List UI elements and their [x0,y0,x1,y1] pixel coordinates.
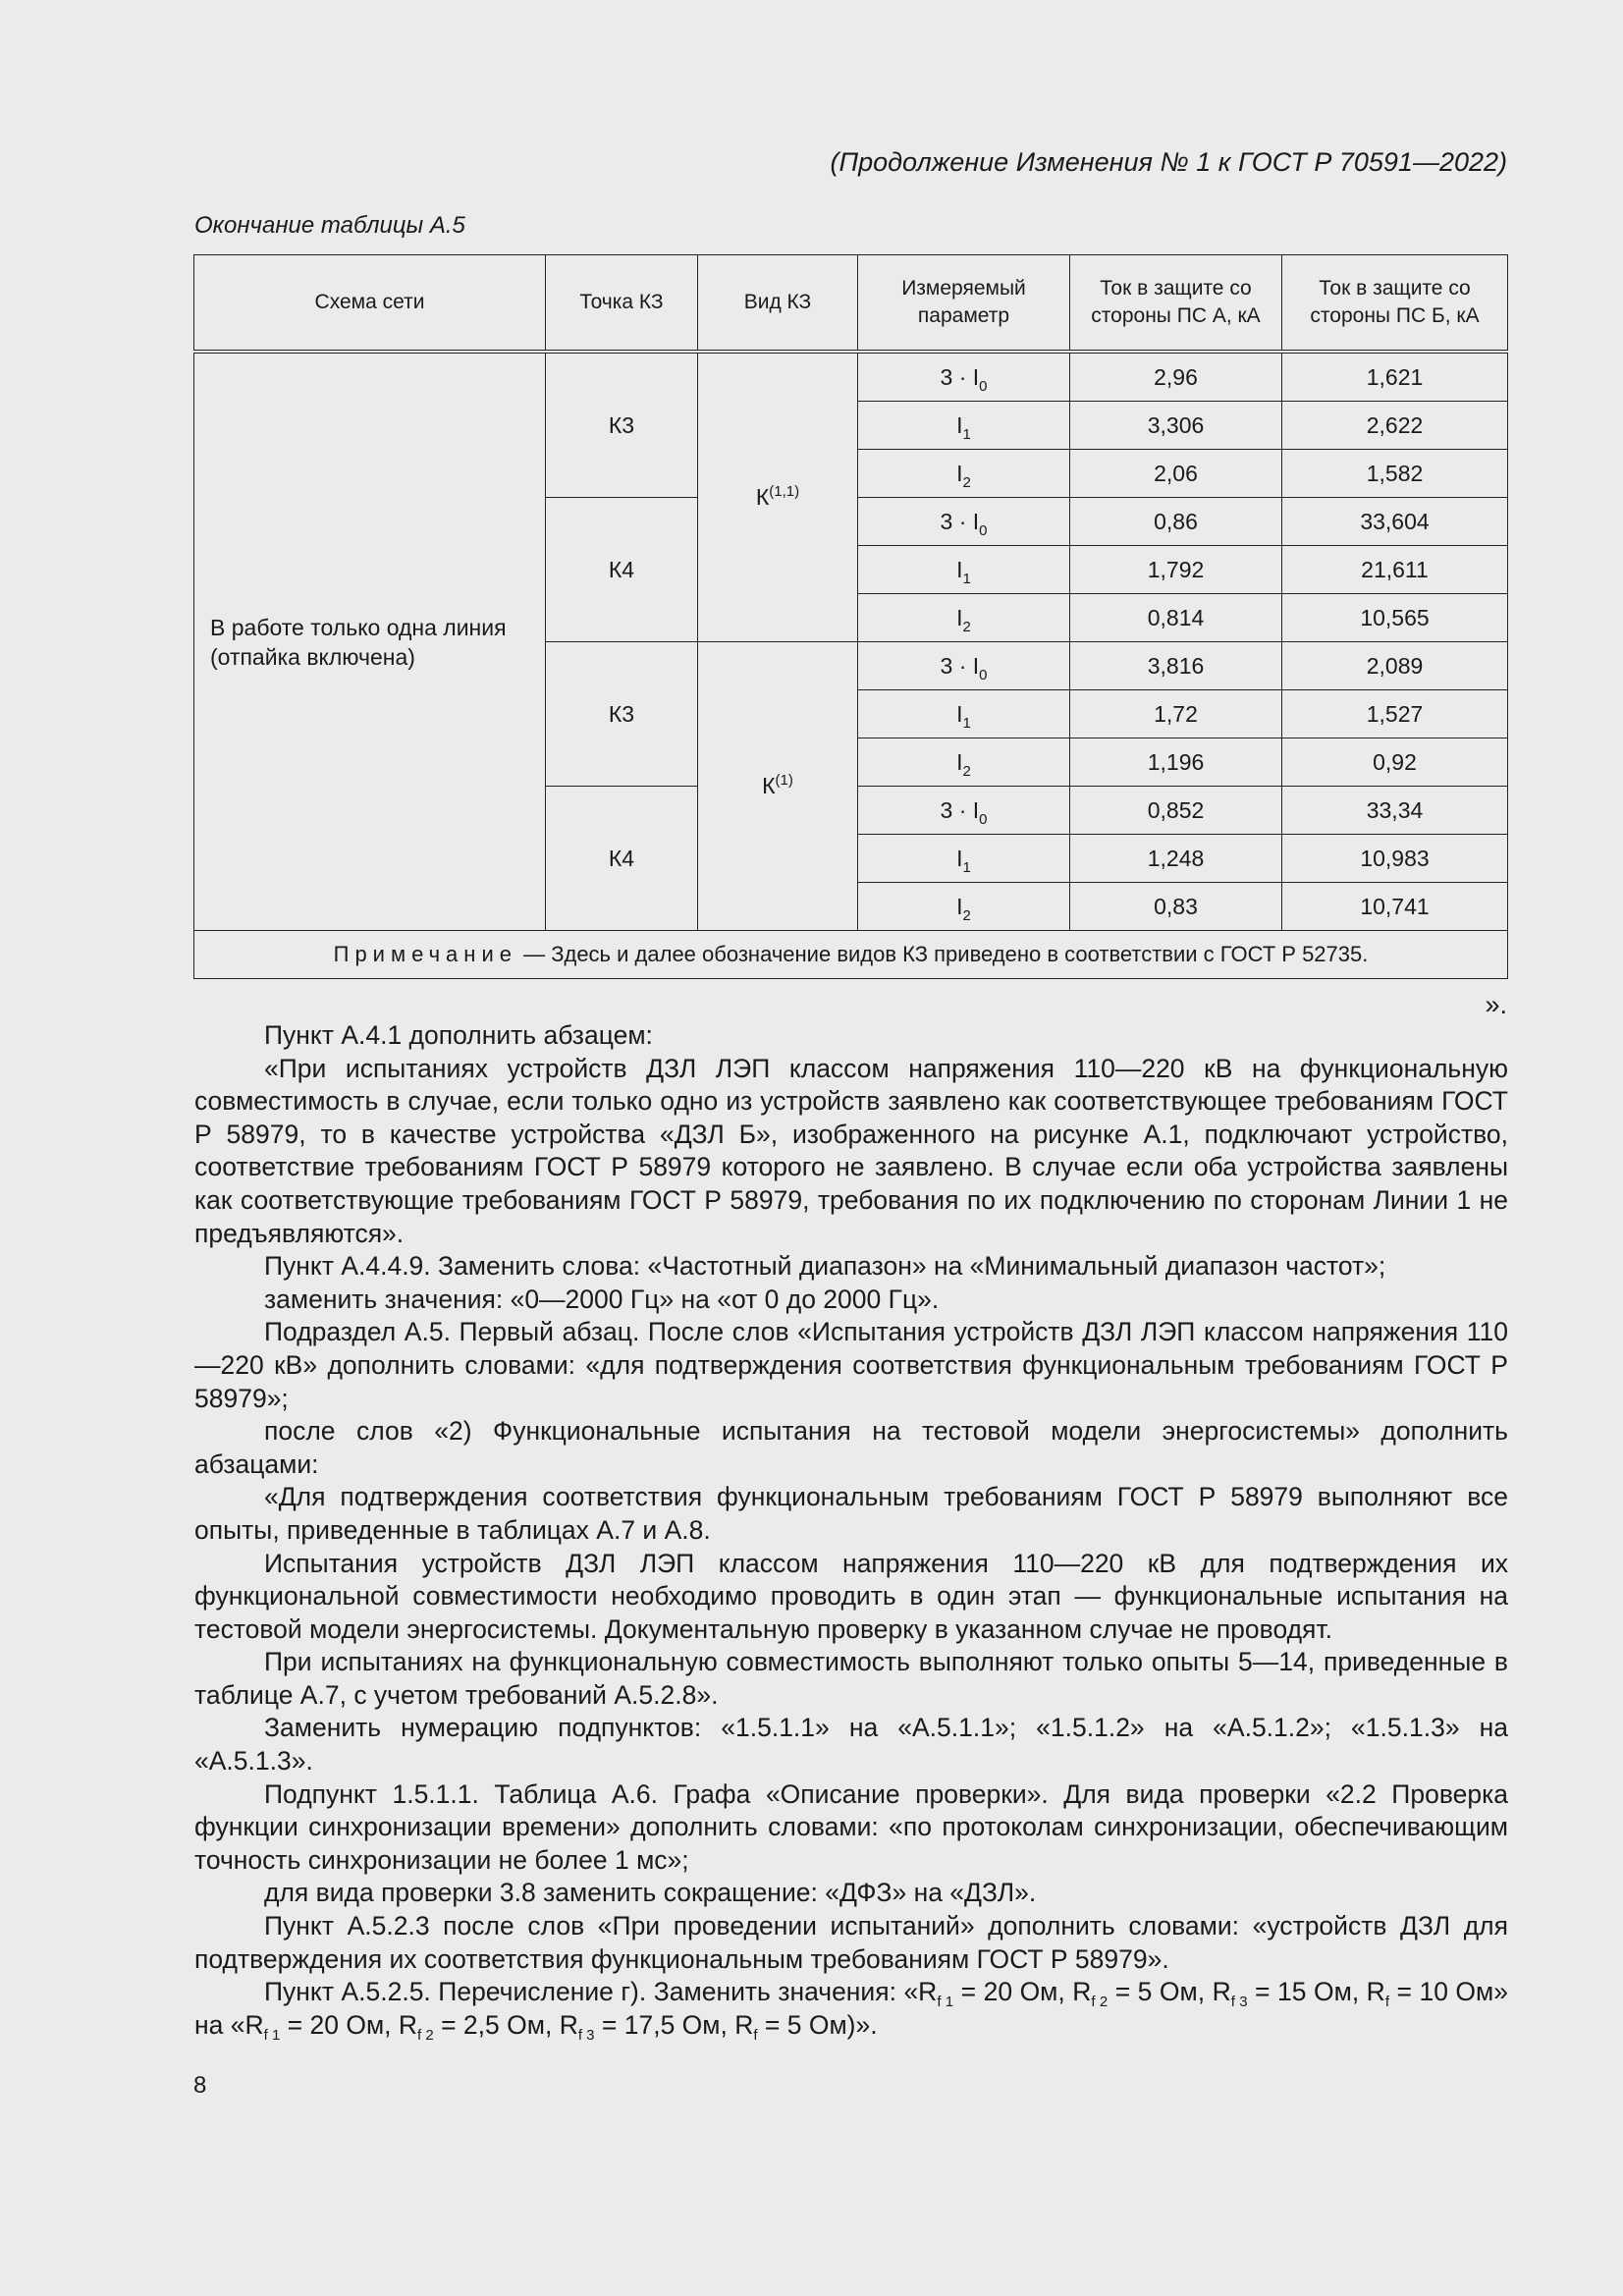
current-a-cell: 3,816 [1070,642,1282,690]
fault-point-cell: К3 [546,642,698,787]
fault-type-label: К [755,484,770,510]
subscript: f 1 [937,1994,954,2011]
column-header: Ток в защите со стороны ПС Б, кА [1282,255,1508,353]
current-a-cell: 1,72 [1070,690,1282,738]
closing-quote: ». [1485,990,1507,1019]
current-a-cell: 0,852 [1070,787,1282,835]
param-label: I [956,556,963,582]
current-a-cell: 0,83 [1070,883,1282,931]
param-cell [858,594,1070,642]
text-run: Пункт А.5.2.5. Перечисление г). Заменить значения: «R [264,1977,938,2007]
param-cell [858,402,1070,450]
param-label: I [956,460,963,486]
current-a-cell: 0,814 [1070,594,1282,642]
fault-point-cell: К4 [546,787,698,931]
current-b-cell: 10,741 [1282,883,1508,931]
param-cell [858,642,1070,690]
text-run: = 10 Ом» на «R [194,1977,1509,2040]
current-b-cell: 21,611 [1282,546,1508,594]
table-caption: Окончание таблицы А.5 [194,212,465,239]
param-cell [858,835,1070,883]
paragraph: Подпункт 1.5.1.1. Таблица А.6. Графа «Описание проверки». Для вида проверки «2.2 Проверка функции синхронизации времени» дополнить словами: «по протоколам синхронизации, обеспечивающим точность синхронизации не более 1 мс»; [194,1778,1508,1875]
param-sub: 0 [979,377,988,395]
current-b-cell: 33,34 [1282,787,1508,835]
param-sub: 0 [979,666,988,683]
param-cell [858,738,1070,787]
fault-point-cell: К3 [546,352,698,498]
current-a-cell: 1,248 [1070,835,1282,883]
document-header: (Продолжение Изменения № 1 к ГОСТ Р 70591—2022) [830,147,1507,177]
param-cell [858,546,1070,594]
fault-point-cell: К4 [546,498,698,642]
subscript: f 3 [577,2026,595,2044]
subscript: f [1384,1994,1389,2011]
param-sub: 1 [962,570,971,587]
page-number: 8 [193,2072,207,2099]
param-cell [858,450,1070,498]
current-b-cell: 33,604 [1282,498,1508,546]
subscript: f 2 [1091,1994,1109,2011]
param-cell [858,352,1070,402]
param-sub: 1 [962,425,971,443]
data-table [193,254,1508,979]
note-label: Примечание [333,942,517,966]
body-text [194,1019,1508,2042]
param-sub: 2 [962,618,971,635]
param-sub: 2 [962,906,971,924]
text-run: = 5 Ом)». [757,2009,878,2040]
param-label: I [956,411,963,438]
subscript: f [753,2026,758,2044]
table-note [194,931,1508,979]
column-header: Измеряемый параметр [858,255,1070,353]
param-cell [858,498,1070,546]
current-b-cell: 10,983 [1282,835,1508,883]
current-a-cell: 2,06 [1070,450,1282,498]
table-row [194,352,1508,402]
scheme-line: В работе только одна линия [210,614,507,640]
current-b-cell: 10,565 [1282,594,1508,642]
paragraph: Пункт А.4.4.9. Заменить слова: «Частотный диапазон» на «Минимальный диапазон частот»; [264,1251,1386,1282]
text-run: = 20 Ом, R [953,1977,1092,2007]
param-cell [858,883,1070,931]
network-scheme-cell [194,352,546,931]
param-sub: 2 [962,473,971,491]
paragraph: При испытаниях на функциональную совместимость выполняют только опыты 5—14, приведенные в таблице А.7, с учетом требований А.5.2.8». [194,1647,1508,1710]
param-sub: 1 [962,858,971,876]
param-cell [858,787,1070,835]
paragraph: Испытания устройств ДЗЛ ЛЭП классом напряжения 110—220 кВ для подтверждения их функциональной совместимости необходимо проводить в один этап — функциональные испытания на тестовой модели энергосистемы. Документальную проверку в указанном случае не проводят. [194,1548,1508,1644]
param-label: I [956,748,963,775]
paragraph-resistance-values [194,1976,1508,2042]
text-run: = 2,5 Ом, R [433,2009,578,2040]
column-header: Вид КЗ [698,255,858,353]
param-label: I [956,700,963,727]
paragraph: заменить значения: «0—2000 Гц» на «от 0 до 2000 Гц». [264,1284,940,1314]
text-run: = 17,5 Ом, R [594,2009,754,2040]
current-b-cell: 1,621 [1282,352,1508,402]
column-header: Точка КЗ [546,255,698,353]
current-b-cell: 2,089 [1282,642,1508,690]
fault-type-cell [698,642,858,931]
column-header: Ток в защите со стороны ПС А, кА [1070,255,1282,353]
text-run: = 20 Ом, R [280,2009,418,2040]
scheme-line: (отпайка включена) [210,643,415,670]
current-b-cell: 1,527 [1282,690,1508,738]
subscript: f 2 [417,2026,434,2044]
current-a-cell: 3,306 [1070,402,1282,450]
param-label: I [956,845,963,871]
fault-type-sup: (1,1) [769,483,800,500]
paragraph: после слов «2) Функциональные испытания на тестовой модели энергосистемы» дополнить абзацами: [194,1416,1508,1479]
paragraph: «Для подтверждения соответствия функциональным требованиям ГОСТ Р 58979 выполняют все опыты, приведенные в таблицах А.7 и А.8. [194,1482,1508,1545]
paragraph: Заменить нумерацию подпунктов: «1.5.1.1» на «А.5.1.1»; «1.5.1.2» на «А.5.1.2»; «1.5.1.3» на «А.5.1.3». [194,1713,1508,1777]
param-label: 3 · I [940,363,980,390]
current-a-cell: 0,86 [1070,498,1282,546]
paragraph: для вида проверки 3.8 заменить сокращение: «ДФЗ» на «ДЗЛ». [264,1878,1037,1908]
paragraph: Пункт А.4.1 дополнить абзацем: [264,1020,653,1050]
note-text: — Здесь и далее обозначение видов КЗ приведено в соответствии с ГОСТ Р 52735. [516,942,1369,966]
param-sub: 0 [979,521,988,539]
current-a-cell: 1,792 [1070,546,1282,594]
paragraph: Пункт А.5.2.3 после слов «При проведении испытаний» дополнить словами: «устройств ДЗЛ для подтверждения их соответствия функциональным требованиям ГОСТ Р 58979». [194,1911,1508,1974]
subscript: f 3 [1230,1994,1248,2011]
param-label: 3 · I [940,796,980,823]
text-run: = 15 Ом, R [1247,1977,1385,2007]
param-label: 3 · I [940,508,980,534]
current-b-cell: 2,622 [1282,402,1508,450]
param-cell [858,690,1070,738]
table-note-row [194,931,1508,979]
subscript: f 1 [263,2026,281,2044]
fault-type-label: К [762,773,776,798]
paragraph: «При испытаниях устройств ДЗЛ ЛЭП классом напряжения 110—220 кВ на функциональную совместимость в случае, если только одно из устройств заявлено как соответствующее требованиям ГОСТ Р 58979, то в качестве устройства «ДЗЛ Б», изображенного на рисунке А.1, подключают устройство, соответствие требованиям ГОСТ Р 58979 которого не заявлено. В случае если оба устройства заявлены как соответствующие требованиям ГОСТ Р 58979, требования по их подключению по сторонам Линии 1 не предъявляются». [194,1053,1508,1248]
param-sub: 0 [979,810,988,828]
current-b-cell: 1,582 [1282,450,1508,498]
current-a-cell: 2,96 [1070,352,1282,402]
current-a-cell: 1,196 [1070,738,1282,787]
fault-type-sup: (1) [775,772,793,789]
column-header: Схема сети [194,255,546,353]
param-label: I [956,604,963,630]
current-b-cell: 0,92 [1282,738,1508,787]
fault-type-cell [698,352,858,642]
param-sub: 1 [962,714,971,732]
table-header-row [194,255,1508,353]
param-label: 3 · I [940,652,980,679]
param-sub: 2 [962,762,971,780]
param-label: I [956,893,963,919]
paragraph: Подраздел А.5. Первый абзац. После слов «Испытания устройств ДЗЛ ЛЭП классом напряжения 110—220 кВ» дополнить словами: «для подтверждения соответствия функциональным требованиям ГОСТ Р 58979»; [194,1317,1508,1413]
text-run: = 5 Ом, R [1108,1977,1231,2007]
